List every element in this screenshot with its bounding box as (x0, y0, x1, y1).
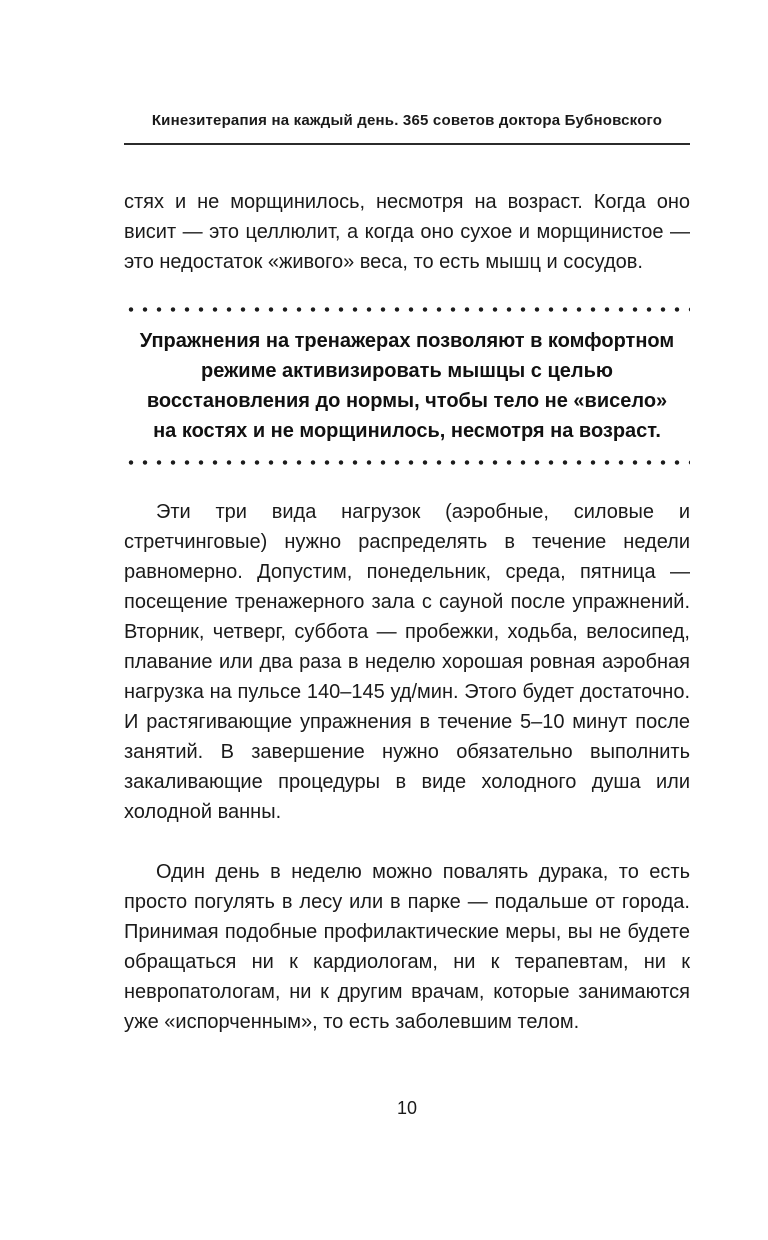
header-rule (124, 143, 690, 145)
dotted-separator-bottom (124, 460, 690, 465)
page-number: 10 (396, 1098, 418, 1118)
dotted-separator-top (124, 307, 690, 312)
running-header: Кинезитерапия на каждый день. 365 советов доктора Бубновского (151, 112, 663, 129)
page-content (124, 112, 690, 1037)
paragraph-rest-day: Один день в неделю можно повалять дурака, то есть просто погулять в лесу или в парке — подальше от города. Принимая подобные профилактические меры, вы не будете обращаться ни к кардиологам, ни к терапевтам, ни к невропатологам, ни к другим врачам, которые занимаются уже «испорченным», то есть заболевшим телом. (124, 861, 690, 1033)
quote-block: Упражнения на тренажерах позволяют в комфортном режиме активизировать мышцы с целью восстановления до нормы, чтобы тело не «висело» на костях и не морщинилось, несмотря на возраст. (139, 330, 675, 442)
paragraph-training-schedule: Эти три вида нагрузок (аэробные, силовые и стретчинговые) нужно распределять в течение недели равномерно. Допустим, понедельник, среда, пятница — посещение тренажерного зала с сауной после упражнений. Вторник, четверг, суббота — пробежки, ходьба, велосипед, плавание или два раза в неделю хорошая ровная аэробная нагрузка на пульсе 140–145 уд/мин. Этого будет достаточно. И растягивающие упражнения в течение 5–10 минут после занятий. В завершение нужно обязательно выполнить закаливающие процедуры в виде холодного душа или холодной ванны. (124, 501, 690, 823)
paragraph-continuation: стях и не морщинилось, несмотря на возраст. Когда оно висит — это целлюлит, а когда оно сухое и морщинистое — это недостаток «живого» веса, то есть мышц и сосудов. (124, 191, 690, 273)
